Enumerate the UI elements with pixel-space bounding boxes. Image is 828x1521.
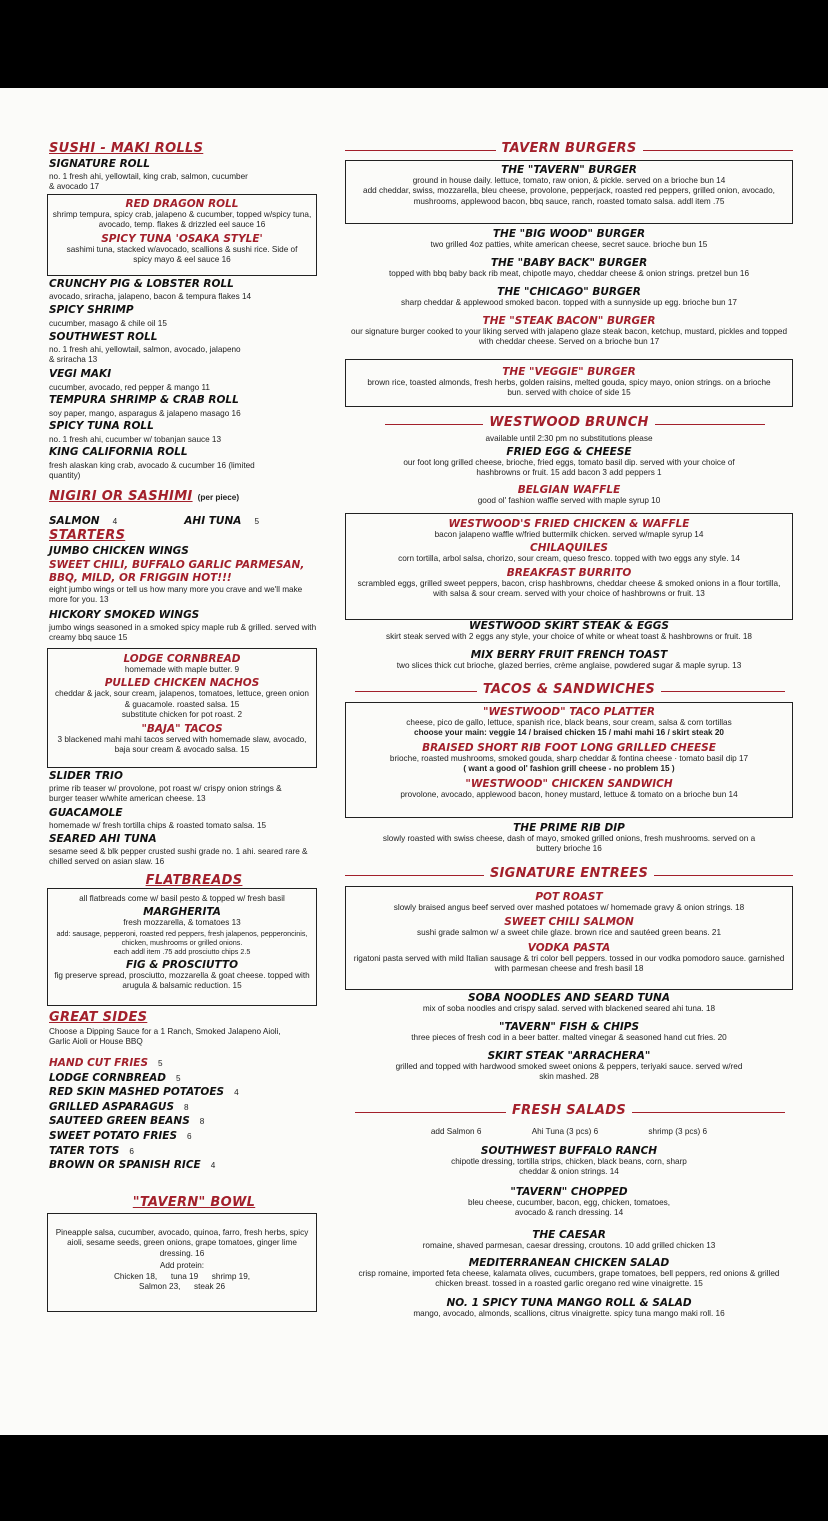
entree-item [345, 1050, 793, 1083]
belgian-waffle-desc: good ol' fashion waffle served with maple syrup 10 [477, 496, 661, 505]
entree-item [345, 992, 793, 1014]
signature-roll-desc: no. 1 fresh ahi, yellowtail, king crab, salmon, cucumber & avocado 17 [49, 172, 248, 192]
bowl-add-protein: Add protein: [159, 1261, 205, 1271]
burger-item [345, 257, 793, 279]
entree-item [345, 1021, 793, 1043]
side-name: TATER TOTS [49, 1144, 120, 1157]
side-price: 8 [199, 1117, 205, 1127]
fig-prosciutto-desc: fig preserve spread, prosciutto, mozzarella & goat cheese. topped with arugula & balsamic reduction. 15 [54, 970, 310, 991]
fish-chips-name: "TAVERN" FISH & CHIPS [498, 1021, 640, 1033]
sides-section-title: GREAT SIDES [49, 1010, 148, 1025]
bowl-proteins: Chicken 18, tuna 19 shrimp 19, [113, 1271, 251, 1281]
salads-header [345, 1103, 793, 1121]
pot-roast-desc: slowly braised angus beef served over mashed potatoes w/ homemade gravy & onion strings. 18 [393, 903, 745, 912]
salad-desc: chipotle dressing, tortilla strips, chicken, black beans, corn, sharp cheddar & onion strings. 14 [451, 1157, 687, 1177]
burger-desc: our signature burger cooked to your liking served with jalapeno glaze steak bacon, ketchup, mustard, pickles and topped with cheddar cheese. Served on a brioche bun 17 [350, 327, 788, 347]
cornbread-desc: homemade with maple butter. 9 [124, 665, 240, 674]
roll-name: SPICY SHRIMP [49, 304, 134, 316]
margherita-desc: fresh mozzarella, & tomatoes 13 [123, 918, 241, 928]
belgian-waffle-name: BELGIAN WAFFLE [517, 484, 621, 496]
burger-name: THE "BABY BACK" BURGER [490, 257, 648, 269]
side-item [49, 1095, 319, 1113]
salad-add: shrimp (3 pcs) 6 [648, 1127, 708, 1136]
tacos-section-title: TACOS & SANDWICHES [345, 682, 793, 697]
guacamole-name: GUACAMOLE [49, 807, 123, 819]
brunch-item [345, 484, 793, 506]
brunch-box [345, 513, 793, 620]
side-item [49, 1109, 319, 1128]
burger-desc: topped with bbq baby back rib meat, chipotle mayo, cheddar cheese & onion strings. pretzel bun 16 [388, 269, 749, 278]
chicken-sandwich-desc: provolone, avocado, applewood bacon, honey mustard, lettuce & tomato on a brioche bun 14 [400, 789, 738, 799]
bowl-proteins-2: Salmon 23, steak 26 [138, 1282, 226, 1292]
burger-name: THE "BIG WOOD" BURGER [492, 228, 646, 240]
side-item [49, 1051, 319, 1069]
salad-item [345, 1297, 793, 1319]
roll-name: SPICY TUNA ROLL [49, 420, 154, 432]
roll-desc: soy paper, mango, asparagus & jalapeno masago 16 [49, 409, 241, 418]
burger-name: THE "STEAK BACON" BURGER [482, 315, 656, 327]
sandwich-item [345, 822, 793, 855]
burger-item [345, 286, 793, 308]
spicy-osaka-desc: sashimi tuna, stacked w/avocado, scallions & sushi rice. Side of spicy mayo & eel sauce 16 [66, 244, 298, 265]
baja-tacos-desc: 3 blackened mahi mahi tacos served with homemade slaw, avocado, baja sour cream & avocado salsa. 15 [57, 734, 307, 755]
veggie-burger-box [345, 359, 793, 407]
salads-section-title: FRESH SALADS [345, 1103, 793, 1118]
tavern-burger-name: THE "TAVERN" BURGER [501, 164, 637, 176]
roll-name: SOUTHWEST ROLL [49, 331, 158, 343]
nigiri-name: AHI TUNA [184, 515, 242, 527]
sushi-section-title: SUSHI - MAKI ROLLS [49, 141, 204, 156]
salad-item [345, 1145, 793, 1178]
side-price: 6 [187, 1131, 192, 1141]
nigiri-header [49, 485, 239, 504]
burgers-section-title: TAVERN BURGERS [345, 141, 793, 156]
nigiri-section-title: NIGIRI OR SASHIMI [49, 489, 193, 504]
margherita-add2: each addl item .75 add prosciutto chips 2.5 [113, 946, 251, 956]
taco-platter-desc: cheese, pico de gallo, lettuce, spanish rice, black beans, sour cream, salsa & corn tortillas [406, 718, 732, 727]
braised-short-rib-desc: brioche, roasted mushrooms, smoked gouda, sharp cheddar & fontina cheese · tomato basil dip 17 [389, 753, 749, 763]
featured-rolls-box [47, 194, 317, 276]
sweet-chili-salmon-desc: sushi grade salmon w/ a sweet chile glaze. brown rice and sautéed green beans. 21 [416, 928, 722, 938]
chicken-sandwich-name: "WESTWOOD" CHICKEN SANDWICH [465, 777, 673, 790]
side-price: 8 [184, 1102, 189, 1112]
side-name: SAUTEED GREEN BEANS [49, 1115, 190, 1128]
red-dragon-desc: shrimp tempura, spicy crab, jalapeno & cucumber, topped w/spicy tuna, avocado, temp. flakes & drizzled eel sauce 16 [52, 210, 312, 230]
seared-ahi-desc: sesame seed & blk pepper crusted sushi grade no. 1 ahi. seared rare & chilled served on asian slaw. 16 [49, 847, 308, 867]
salad-adds [345, 1127, 793, 1137]
prime-rib-dip-name: THE PRIME RIB DIP [513, 822, 625, 834]
entrees-box [345, 886, 793, 990]
side-name: BROWN OR SPANISH RICE [49, 1159, 201, 1172]
side-name: LODGE CORNBREAD [49, 1071, 167, 1084]
roll-name: CRUNCHY PIG & LOBSTER ROLL [49, 278, 234, 290]
roll-desc: no. 1 fresh ahi, cucumber w/ tobanjan sauce 13 [49, 435, 222, 444]
starters-section-title: STARTERS [49, 528, 126, 543]
soba-name: SOBA NOODLES AND SEARD TUNA [468, 992, 670, 1004]
side-price: 6 [129, 1146, 134, 1156]
brunch-note: available until 2:30 pm no substitutions please [485, 434, 653, 443]
side-name: HAND CUT FRIES [49, 1057, 149, 1069]
side-name: SWEET POTATO FRIES [49, 1129, 178, 1142]
seared-ahi-name: SEARED AHI TUNA [49, 833, 157, 845]
side-price: 4 [234, 1088, 239, 1098]
side-item [49, 1124, 319, 1142]
salad-add: add Salmon 6 [430, 1127, 482, 1136]
vodka-pasta-name: VODKA PASTA [527, 941, 611, 954]
braised-short-rib-name: BRAISED SHORT RIB FOOT LONG GRILLED CHEESE [422, 741, 716, 754]
tavern-burger-desc: ground in house daily. lettuce, tomato, raw onion, & pickle. served on a brioche bun 14 [412, 176, 726, 185]
fig-prosciutto-name: FIG & PROSCIUTTO [125, 958, 239, 971]
roll-name: TEMPURA SHRIMP & CRAB ROLL [49, 394, 239, 406]
bowl-box [47, 1213, 317, 1312]
salad-name: "TAVERN" CHOPPED [510, 1186, 628, 1198]
sides-list [49, 1051, 319, 1172]
margherita-name: MARGHERITA [143, 906, 221, 919]
sides-intro: Choose a Dipping Sauce for a 1 Ranch, Smoked Jalapeno Aioli, Garlic Aioli or House BBQ [49, 1027, 281, 1047]
side-item [49, 1080, 319, 1099]
fried-egg-name: FRIED EGG & CHEESE [506, 446, 632, 458]
salad-add: Ahi Tuna (3 pcs) 6 [531, 1127, 599, 1136]
bowl-section-title: "TAVERN" BOWL [132, 1195, 256, 1210]
soba-desc: mix of soba noodles and crispy salad. served with blackened seared ahi tuna. 18 [422, 1004, 716, 1013]
starters-box [47, 648, 317, 768]
fried-egg-desc: our foot long grilled cheese, brioche, fried eggs, tomato basil dip. served with your choice of hashbrowns or fruit. 15 add bacon 3 add peppers 1 [403, 458, 735, 478]
roll-desc: avocado, sriracha, jalapeno, bacon & tempura flakes 14 [49, 292, 252, 301]
nigiri-price: 4 [112, 517, 118, 526]
side-price: 4 [210, 1161, 216, 1171]
burger-name: THE "CHICAGO" BURGER [497, 286, 641, 298]
side-name: RED SKIN MASHED POTATOES [49, 1086, 225, 1099]
hickory-wings-name: HICKORY SMOKED WINGS [49, 609, 200, 621]
entrees-header [345, 866, 793, 884]
roll-name: VEGI MAKI [49, 368, 112, 380]
flatbreads-intro: all flatbreads come w/ basil pesto & topped w/ fresh basil [79, 894, 285, 903]
cornbread-name: LODGE CORNBREAD [123, 653, 241, 665]
hickory-wings-desc: jumbo wings seasoned in a smoked spicy maple rub & grilled. served with creamy bbq sauce 15 [49, 623, 317, 643]
burrito-name: BREAKFAST BURRITO [506, 566, 632, 579]
signature-roll-name: SIGNATURE ROLL [49, 158, 150, 170]
roll-desc: no. 1 fresh ahi, yellowtail, salmon, avocado, jalapeno & sriracha 13 [49, 345, 241, 365]
brunch-header [345, 415, 793, 433]
slider-trio-desc: prime rib teaser w/ provolone, pot roast w/ crispy onion strings & burger teaser w/white american cheese. 13 [49, 784, 282, 804]
nigiri-name: SALMON [49, 515, 100, 527]
side-price: 5 [176, 1073, 181, 1083]
side-name: GRILLED ASPARAGUS [49, 1100, 175, 1113]
skirt-steak-name: SKIRT STEAK "ARRACHERA" [487, 1050, 651, 1062]
roll-desc: fresh alaskan king crab, avocado & cucumber 16 (limited quantity) [49, 461, 255, 481]
side-item [49, 1139, 319, 1157]
salad-item [345, 1186, 793, 1219]
tavern-burger-add: add cheddar, swiss, mozzarella, bleu cheese, provolone, pepperjack, roasted red peppers, grilled onion, avocado, mushrooms, applewood bacon, bbq sauce, ranch, roasted tomato salsa. addl item .75 [363, 186, 775, 206]
menu-page [0, 88, 828, 1435]
burger-desc: two grilled 4oz patties, white american cheese, secret sauce. brioche bun 15 [430, 240, 708, 249]
nachos-sub: substitute chicken for pot roast. 2 [121, 710, 243, 720]
burgers-header [345, 141, 793, 159]
brunch-item [345, 446, 793, 479]
baja-tacos-name: "BAJA" TACOS [141, 722, 223, 735]
french-toast-name: MIX BERRY FRUIT FRENCH TOAST [470, 649, 668, 661]
nigiri-price: 5 [254, 517, 260, 526]
nigiri-note: (per piece) [197, 493, 240, 502]
wings-desc: eight jumbo wings or tell us how many more you crave and we'll make more for you. 13 [49, 585, 303, 605]
salad-desc: romaine, shaved parmesan, caesar dressing, croutons. 10 add grilled chicken 13 [422, 1241, 716, 1250]
wings-name: JUMBO CHICKEN WINGS [49, 545, 189, 557]
taco-platter-name: "WESTWOOD" TACO PLATTER [483, 706, 655, 718]
guacamole-desc: homemade w/ fresh tortilla chips & roasted tomato salsa. 15 [49, 821, 267, 830]
salad-name: NO. 1 SPICY TUNA MANGO ROLL & SALAD [446, 1297, 692, 1309]
skirt-eggs-desc: skirt steak served with 2 eggs any style, your choice of white or wheat toast & hashbrowns or fruit. 18 [386, 632, 752, 641]
burger-desc: sharp cheddar & applewood smoked bacon. topped with a sunnyside up egg. brioche bun 17 [401, 298, 737, 307]
burger-item [345, 315, 793, 348]
burrito-desc: scrambled eggs, grilled sweet peppers, bacon, crisp hashbrowns, cheddar cheese & smoked onions in a flour tortilla, with salsa & sour cream. served with your choice of hashbrowns or fruit. 13 [357, 578, 781, 599]
chilaquiles-name: CHILAQUILES [529, 542, 608, 555]
veggie-burger-desc: brown rice, toasted almonds, fresh herbs, golden raisins, melted gouda, spicy mayo, onion strings. on a brioche bun. served with choice of side 15 [367, 378, 771, 398]
side-item [49, 1066, 319, 1084]
wings-flavors: SWEET CHILI, BUFFALO GARLIC PARMESAN, BBQ, MILD, OR FRIGGIN HOT!!! [49, 559, 305, 584]
salad-desc: crisp romaine, imported feta cheese, kalamata olives, cucumbers, grape tomatoes, bell peppers, red onions & grilled chicken breast. tossed in a roasted garlic oregano red wine vinaigrette. 15 [358, 1269, 780, 1289]
side-price: 5 [158, 1059, 163, 1068]
brunch-section-title: WESTWOOD BRUNCH [345, 415, 793, 430]
nachos-name: PULLED CHICKEN NACHOS [104, 677, 260, 690]
red-dragon-name: RED DRAGON ROLL [125, 198, 239, 210]
spicy-osaka-name: SPICY TUNA 'OSAKA STYLE' [101, 232, 263, 245]
tacos-header [345, 682, 793, 700]
tavern-burger-box [345, 160, 793, 224]
prime-rib-dip-desc: slowly roasted with swiss cheese, dash of mayo, smoked grilled onions, fresh mushrooms. served on a buttery brioche 16 [382, 834, 756, 854]
fish-chips-desc: three pieces of fresh cod in a beer batter. malted vinegar & seasoned hand cut fries. 20 [411, 1033, 727, 1042]
skirt-steak-desc: grilled and topped with hardwood smoked sweet onions & peppers, teriyaki sauce. served w/red skin mashed. 28 [395, 1062, 743, 1082]
chicken-waffle-name: WESTWOOD'S FRIED CHICKEN & WAFFLE [448, 518, 690, 530]
chicken-waffle-desc: bacon jalapeno waffle w/fried buttermilk chicken. served w/maple syrup 14 [434, 530, 704, 539]
salad-name: MEDITERRANEAN CHICKEN SALAD [468, 1257, 670, 1269]
salad-item [345, 1229, 793, 1251]
bowl-desc: Pineapple salsa, cucumber, avocado, quinoa, farro, fresh herbs, spicy aioli, sesame seeds, green onions, grape tomatoes, ginger lime dressing. 16 [55, 1228, 309, 1258]
salad-name: THE CAESAR [532, 1229, 606, 1241]
roll-name: KING CALIFORNIA ROLL [49, 446, 188, 458]
nachos-desc: cheddar & jack, sour cream, jalapenos, tomatoes, lettuce, green onion & guacamole. roasted salsa. 15 [55, 689, 309, 709]
braised-short-rib-note: ( want a good ol' fashion grill cheese - no problem 15 ) [463, 764, 675, 774]
margherita-add: add: sausage, pepperoni, roasted red peppers, fresh jalapenos, pepperoncinis, chicken, mushrooms or grilled onions. [56, 928, 308, 947]
salad-item [345, 1257, 793, 1290]
flatbreads-box [47, 888, 317, 1006]
sweet-chili-salmon-name: SWEET CHILI SALMON [504, 916, 634, 929]
roll-desc: cucumber, masago & chile oil 15 [49, 319, 167, 328]
chilaquiles-desc: corn tortilla, arbol salsa, chorizo, sour cream, queso fresco. topped with two eggs any style. 14 [398, 554, 740, 564]
tacos-box [345, 702, 793, 818]
salad-name: SOUTHWEST BUFFALO RANCH [480, 1145, 658, 1157]
vodka-pasta-desc: rigatoni pasta served with mild Italian sausage & tri color bell peppers. tossed in our vodka pomodoro sauce. garnished with parmesan cheese and fresh basil 18 [353, 953, 785, 974]
salad-desc: bleu cheese, cucumber, bacon, egg, chicken, tomatoes, avocado & ranch dressing. 14 [467, 1198, 671, 1218]
slider-trio-name: SLIDER TRIO [49, 770, 123, 782]
salad-desc: mango, avocado, almonds, scallions, citrus vinaigrette. spicy tuna mango maki roll. 16 [413, 1309, 725, 1318]
roll-desc: cucumber, avocado, red pepper & mango 11 [49, 383, 210, 392]
veggie-burger-name: THE "VEGGIE" BURGER [502, 366, 636, 378]
entrees-section-title: SIGNATURE ENTREES [345, 866, 793, 881]
flatbreads-section-title: FLATBREADS [145, 873, 243, 888]
french-toast-desc: two slices thick cut brioche, glazed berries, crème anglaise, powdered sugar & maple syrup. 13 [396, 661, 742, 670]
pot-roast-name: POT ROAST [535, 891, 603, 903]
taco-platter-choose: choose your main: veggie 14 / braised chicken 15 / mahi mahi 16 / skirt steak 20 [414, 728, 724, 738]
brunch-item [345, 649, 793, 671]
skirt-eggs-name: WESTWOOD SKIRT STEAK & EGGS [469, 620, 669, 632]
burger-item [345, 228, 793, 250]
nigiri-row [49, 509, 259, 528]
brunch-item [345, 620, 793, 642]
side-item [49, 1153, 319, 1172]
